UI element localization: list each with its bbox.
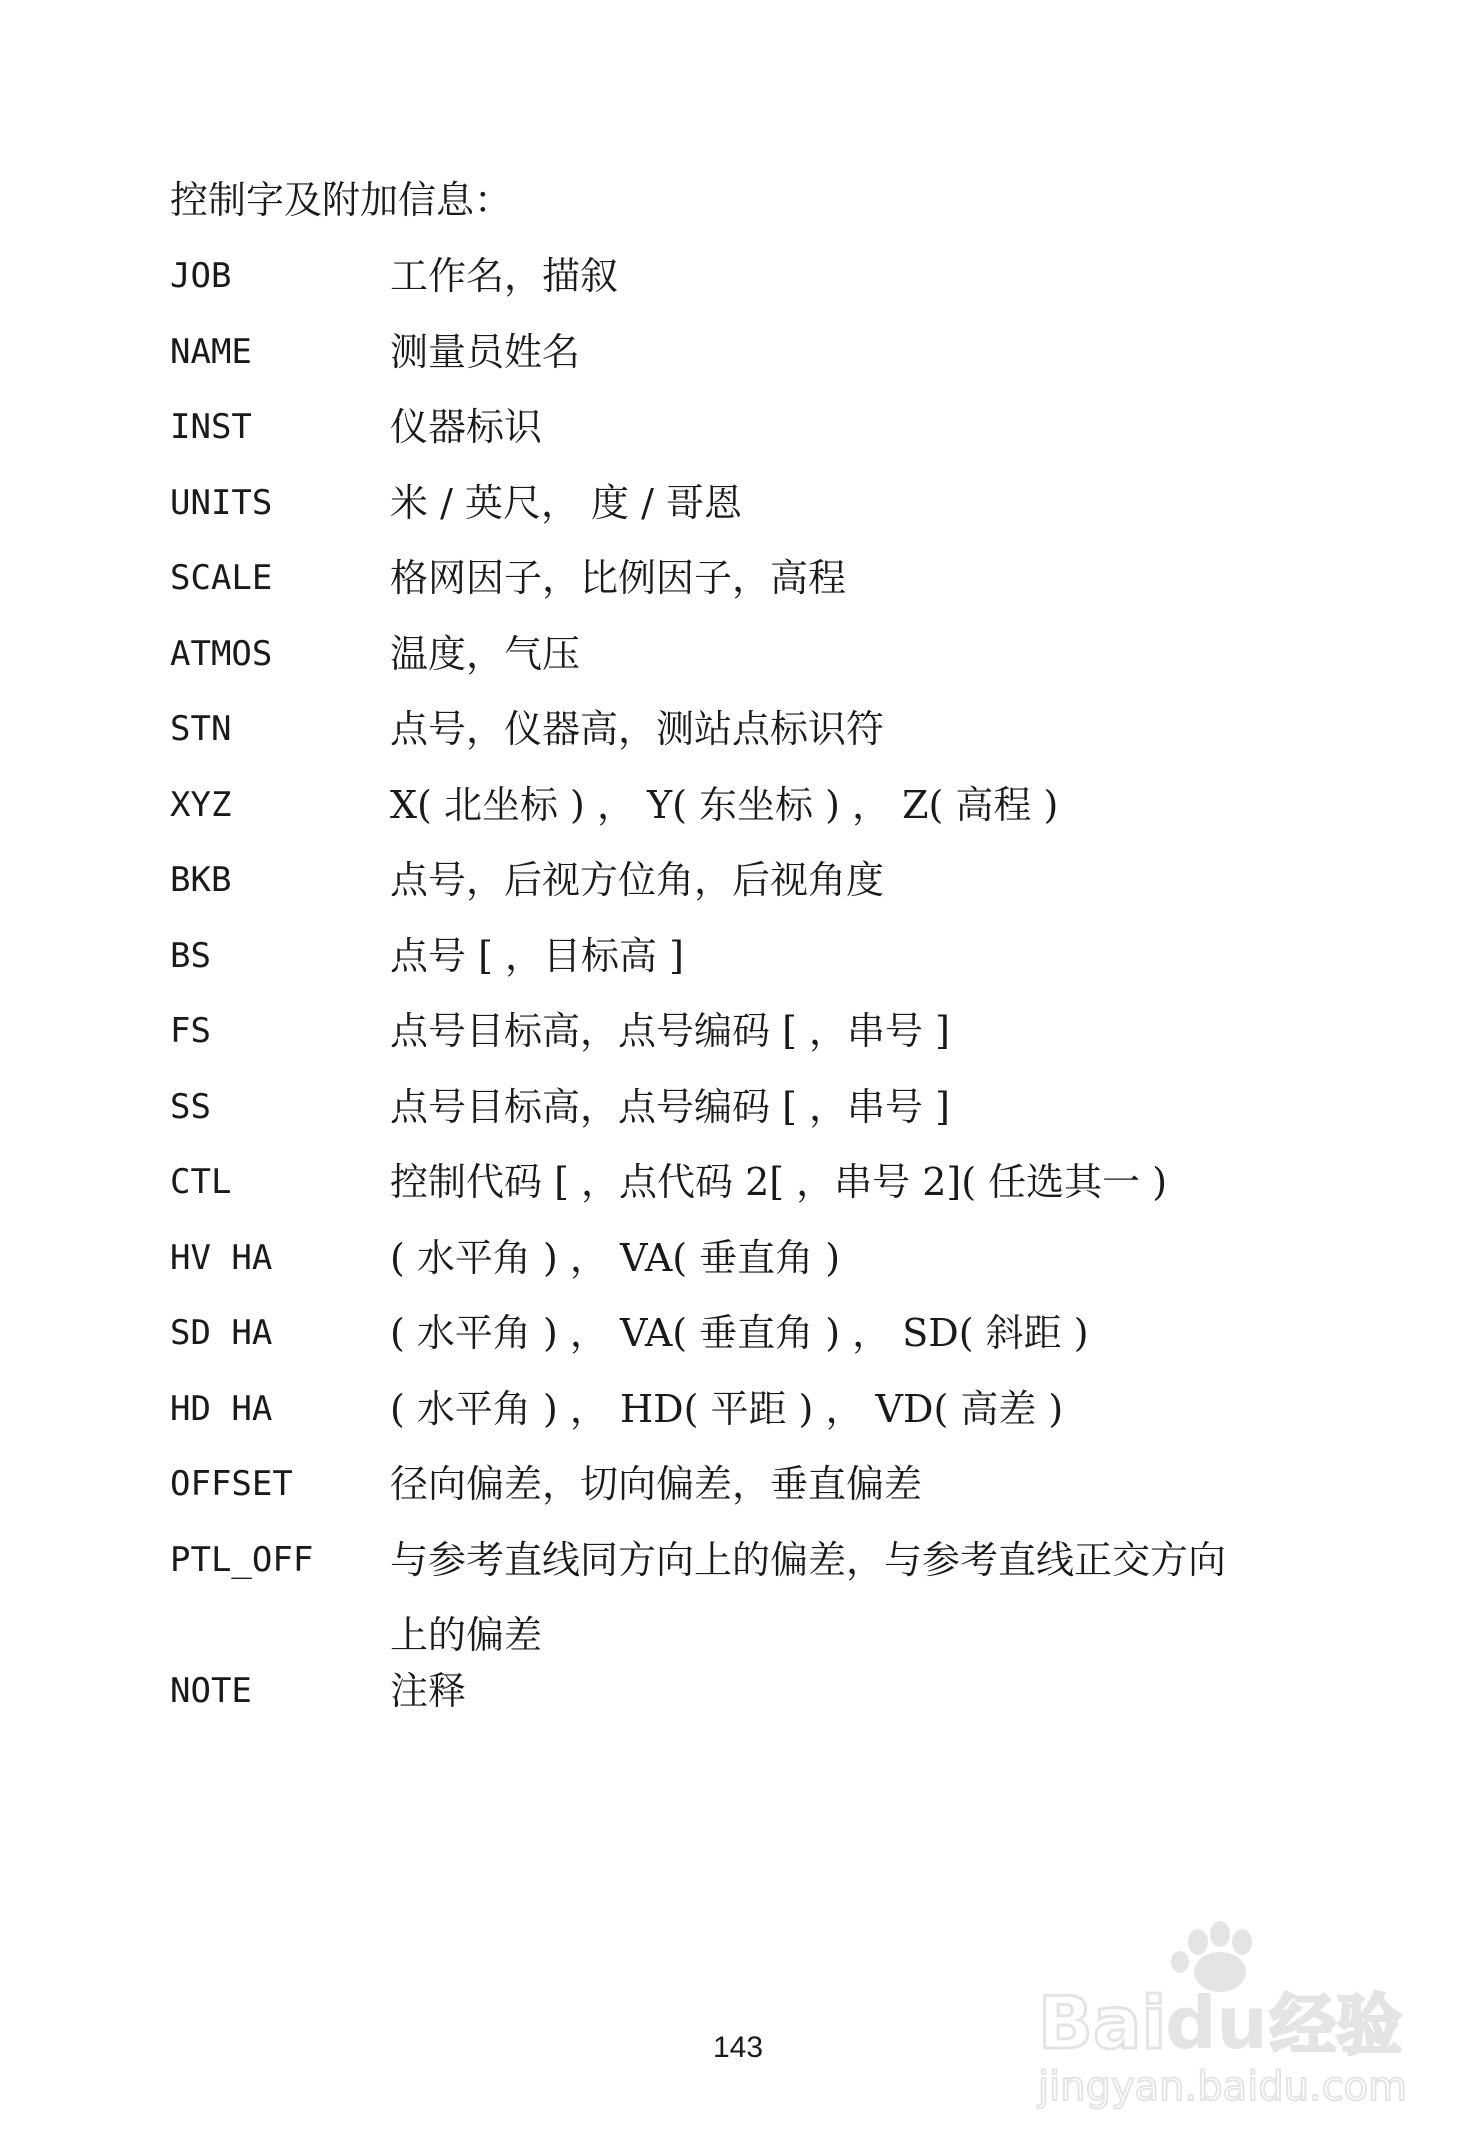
description-line: 格网因子，比例因子，高程 [390, 556, 847, 600]
control-word-code: XYZ [170, 784, 232, 825]
control-word-code: FS [170, 1011, 211, 1051]
control-word-row [170, 1230, 1300, 1306]
control-word-code: HV HA [170, 1237, 273, 1278]
control-word-code: SD HA [170, 1313, 273, 1353]
section-heading: 控制字及附加信息： [170, 178, 513, 222]
description-line: 径向偏差，切向偏差，垂直偏差 [390, 1462, 923, 1506]
control-word-description [390, 399, 1300, 455]
control-word-code: BKB [170, 860, 232, 900]
control-word-code: BS [170, 935, 211, 976]
description-line: 注释 [390, 1669, 467, 1713]
control-word-description [390, 928, 1300, 984]
control-word-row [170, 1456, 1300, 1532]
control-word-code: NOTE [170, 1671, 252, 1711]
control-word-description [390, 626, 1300, 682]
control-word-row [170, 550, 1300, 626]
control-word-list [170, 248, 1300, 1739]
control-word-description [390, 1381, 1300, 1437]
control-word-description [390, 324, 1300, 380]
watermark-logo-icon [1030, 1920, 1450, 2120]
description-line: X( 北坐标 ) ， Y( 东坐标 ) ， Z( 高程 ) [390, 782, 1059, 827]
svg-text:du: du [1165, 1981, 1268, 2065]
svg-text:经验: 经验 [1270, 1987, 1402, 2064]
description-line: 测量员姓名 [390, 329, 581, 374]
control-word-row [170, 626, 1300, 702]
control-word-row [170, 475, 1300, 551]
control-word-description [390, 1305, 1300, 1361]
baidu-jingyan-watermark [1030, 1920, 1450, 2120]
description-line: ( 水平角 ) ， VA( 垂直角 ) ， SD( 斜距 ) [390, 1311, 1089, 1355]
control-word-code: INST [170, 407, 252, 447]
control-word-code: JOB [170, 256, 232, 296]
control-word-description [390, 475, 1300, 531]
control-word-row [170, 1532, 1300, 1664]
description-line: 点号 [ ，目标高 ] [390, 933, 684, 978]
control-word-description [390, 1079, 1300, 1135]
description-line: 点号目标高，点号编码 [ ，串号 ] [390, 1084, 950, 1129]
description-line: 米 / 英尺， 度 / 哥恩 [390, 480, 743, 525]
control-word-row [170, 1381, 1300, 1457]
control-word-description [390, 1532, 1300, 1664]
control-word-description [390, 248, 1300, 304]
page-number: 143 [712, 2031, 764, 2064]
control-word-description [390, 1154, 1300, 1210]
control-word-code: PTL_OFF [170, 1539, 314, 1580]
control-word-row [170, 928, 1300, 1004]
description-line: 温度，气压 [390, 631, 581, 676]
control-word-row [170, 852, 1300, 928]
control-word-code: NAME [170, 331, 252, 372]
control-word-description [390, 1663, 1300, 1719]
control-word-description [390, 1003, 1300, 1059]
control-word-code: OFFSET [170, 1464, 293, 1504]
control-word-description [390, 550, 1300, 606]
control-word-row [170, 1305, 1300, 1381]
control-word-row [170, 701, 1300, 777]
control-word-code: SCALE [170, 558, 273, 598]
description-line: ( 水平角 ) ， HD( 平距 ) ， VD( 高差 ) [390, 1386, 1064, 1431]
control-word-row [170, 1663, 1300, 1739]
control-word-row [170, 399, 1300, 475]
control-word-code: CTL [170, 1162, 232, 1202]
svg-text:jingyan.baidu.com: jingyan.baidu.com [1038, 2064, 1408, 2110]
control-word-description [390, 701, 1300, 757]
control-word-code: STN [170, 709, 232, 749]
control-word-description [390, 852, 1300, 908]
description-line: 仪器标识 [390, 405, 543, 449]
description-line: 点号目标高，点号编码 [ ，串号 ] [390, 1009, 950, 1053]
description-line: 与参考直线同方向上的偏差，与参考直线正交方向 [390, 1537, 1227, 1582]
control-word-code: HD HA [170, 1388, 273, 1429]
control-word-description [390, 1456, 1300, 1512]
control-word-code: SS [170, 1086, 211, 1127]
control-word-row [170, 324, 1300, 400]
description-line: ( 水平角 ) ， VA( 垂直角 ) [390, 1235, 841, 1280]
description-line: 控制代码 [ ，点代码 2[ ，串号 2]( 任选其一 ) [390, 1160, 1168, 1204]
description-line: 点号，后视方位角，后视角度 [390, 858, 885, 902]
control-word-code: UNITS [170, 482, 273, 523]
control-word-row [170, 1003, 1300, 1079]
control-word-row [170, 777, 1300, 853]
description-line: 上的偏差 [390, 1613, 543, 1657]
svg-text:Bai: Bai [1038, 1981, 1167, 2065]
control-word-description [390, 1230, 1300, 1286]
control-word-row [170, 1154, 1300, 1230]
description-line: 点号，仪器高，测站点标识符 [390, 707, 885, 751]
control-word-row [170, 248, 1300, 324]
control-word-description [390, 777, 1300, 833]
description-line: 工作名，描叙 [390, 254, 619, 298]
control-word-row [170, 1079, 1300, 1155]
control-word-code: ATMOS [170, 633, 273, 674]
